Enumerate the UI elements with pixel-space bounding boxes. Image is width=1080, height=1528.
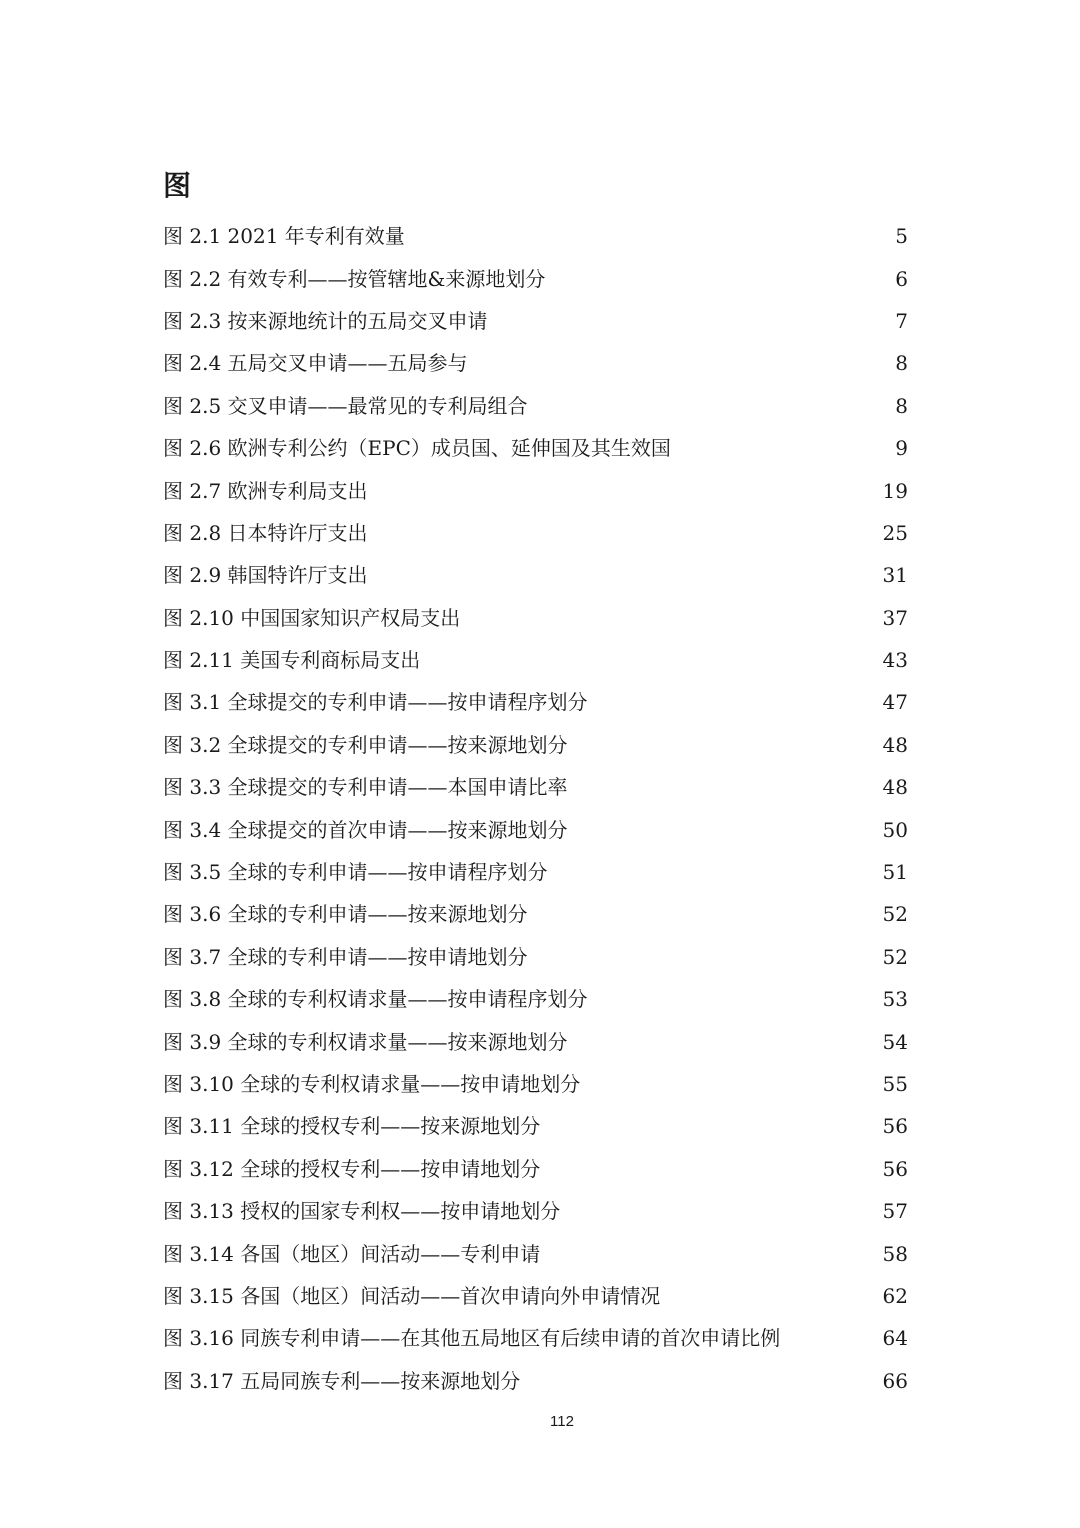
toc-entry-title: 图 3.7 全球的专利申请——按申请地划分 <box>163 944 528 969</box>
toc-entry-page: 37 <box>882 605 908 630</box>
toc-entry-page: 8 <box>895 393 908 418</box>
page-number: 112 <box>550 1413 574 1430</box>
toc-entry <box>163 554 908 596</box>
toc-entry-page: 47 <box>882 690 908 715</box>
toc-entry-title: 图 3.6 全球的专利申请——按来源地划分 <box>163 902 528 927</box>
toc-entry <box>163 978 908 1020</box>
toc-entry-title: 图 3.8 全球的专利权请求量——按申请程序划分 <box>163 987 588 1012</box>
toc-entry-title: 图 2.8 日本特许厅支出 <box>163 520 368 545</box>
toc-entry <box>163 469 908 511</box>
toc-entry <box>163 766 908 808</box>
toc-entry <box>163 936 908 978</box>
toc-entry <box>163 1360 908 1402</box>
toc-entry <box>163 342 908 384</box>
toc-entry-page: 7 <box>895 308 908 333</box>
toc-entry-page: 51 <box>882 860 908 885</box>
toc-entry-title: 图 2.7 欧洲专利局支出 <box>163 478 368 503</box>
toc-entry <box>163 1148 908 1190</box>
toc-entry-page: 56 <box>882 1114 908 1139</box>
toc-entry <box>163 257 908 299</box>
toc-entry-title: 图 3.10 全球的专利权请求量——按申请地划分 <box>163 1072 581 1096</box>
toc-entry-page: 57 <box>882 1199 908 1224</box>
toc-entry-page: 8 <box>895 351 908 376</box>
toc-entry-page: 58 <box>882 1241 908 1266</box>
toc-entry-page: 43 <box>882 648 908 673</box>
toc-entry <box>163 808 908 850</box>
toc-entry <box>163 893 908 935</box>
toc-entry-page: 25 <box>882 520 908 545</box>
toc-entry <box>163 639 908 681</box>
toc-entry-page: 66 <box>882 1368 908 1393</box>
toc-entry <box>163 1317 908 1359</box>
toc-entry-title: 图 3.17 五局同族专利——按来源地划分 <box>163 1368 521 1393</box>
toc-entry <box>163 1190 908 1232</box>
toc-entry-page: 56 <box>882 1156 908 1181</box>
toc-entry-title: 图 3.1 全球提交的专利申请——按申请程序划分 <box>163 690 588 715</box>
toc-entry <box>163 724 908 766</box>
toc-entry-title: 图 3.4 全球提交的首次申请——按来源地划分 <box>163 817 568 842</box>
toc-entry-page: 5 <box>895 224 908 249</box>
toc-entry-title: 图 2.10 中国国家知识产权局支出 <box>163 605 461 630</box>
toc-entry <box>163 1275 908 1317</box>
toc-entry-page: 48 <box>882 732 908 757</box>
toc-entry-title: 图 3.9 全球的专利权请求量——按来源地划分 <box>163 1029 568 1054</box>
toc-entry <box>163 1232 908 1274</box>
toc-entry-title: 图 3.15 各国（地区）间活动——首次申请向外申请情况 <box>163 1283 661 1308</box>
toc-entry-title: 图 3.14 各国（地区）间活动——专利申请 <box>163 1241 541 1266</box>
toc-entry <box>163 427 908 469</box>
toc-entry-page: 55 <box>882 1072 908 1096</box>
toc-entry-page: 52 <box>882 944 908 969</box>
toc-entry <box>163 1020 908 1062</box>
toc-entry-title: 图 2.3 按来源地统计的五局交叉申请 <box>163 308 488 333</box>
toc-entry-title: 图 2.4 五局交叉申请——五局参与 <box>163 351 468 376</box>
toc-entry-page: 9 <box>895 436 908 461</box>
toc-entry <box>163 300 908 342</box>
toc-entry <box>163 512 908 554</box>
toc-entry <box>163 215 908 257</box>
toc-entry-title: 图 3.12 全球的授权专利——按申请地划分 <box>163 1156 541 1181</box>
section-heading: 图 <box>163 169 192 202</box>
toc-entry-title: 图 2.6 欧洲专利公约（EPC）成员国、延伸国及其生效国 <box>163 436 671 461</box>
toc-entry-page: 6 <box>895 266 908 291</box>
toc-entry-title: 图 3.16 同族专利申请——在其他五局地区有后续申请的首次申请比例 <box>163 1326 781 1351</box>
toc-entry <box>163 681 908 723</box>
toc-entry-title: 图 3.13 授权的国家专利权——按申请地划分 <box>163 1199 561 1224</box>
toc-entry-page: 62 <box>882 1283 908 1308</box>
toc-entry <box>163 851 908 893</box>
toc-entry-page: 54 <box>882 1029 908 1054</box>
toc-entry <box>163 1063 908 1105</box>
toc-entry-title: 图 3.3 全球提交的专利申请——本国申请比率 <box>163 775 568 800</box>
figure-list <box>163 215 908 1402</box>
toc-entry-title: 图 2.1 2021 年专利有效量 <box>163 224 405 249</box>
toc-entry-page: 52 <box>882 902 908 927</box>
toc-entry-page: 48 <box>882 775 908 800</box>
toc-entry-title: 图 2.9 韩国特许厅支出 <box>163 563 368 588</box>
toc-entry-page: 19 <box>882 478 908 503</box>
toc-entry <box>163 385 908 427</box>
toc-entry-title: 图 2.11 美国专利商标局支出 <box>163 648 421 673</box>
toc-entry-title: 图 3.5 全球的专利申请——按申请程序划分 <box>163 860 548 885</box>
toc-entry-title: 图 2.5 交叉申请——最常见的专利局组合 <box>163 393 528 418</box>
toc-entry-page: 31 <box>882 563 908 588</box>
toc-entry <box>163 1105 908 1147</box>
toc-entry-title: 图 3.2 全球提交的专利申请——按来源地划分 <box>163 732 568 757</box>
toc-entry-title: 图 3.11 全球的授权专利——按来源地划分 <box>163 1114 541 1139</box>
toc-entry-page: 50 <box>882 817 908 842</box>
toc-entry-page: 53 <box>882 987 908 1012</box>
toc-entry <box>163 597 908 639</box>
toc-entry-title: 图 2.2 有效专利——按管辖地&来源地划分 <box>163 266 546 291</box>
toc-entry-page: 64 <box>882 1326 908 1351</box>
